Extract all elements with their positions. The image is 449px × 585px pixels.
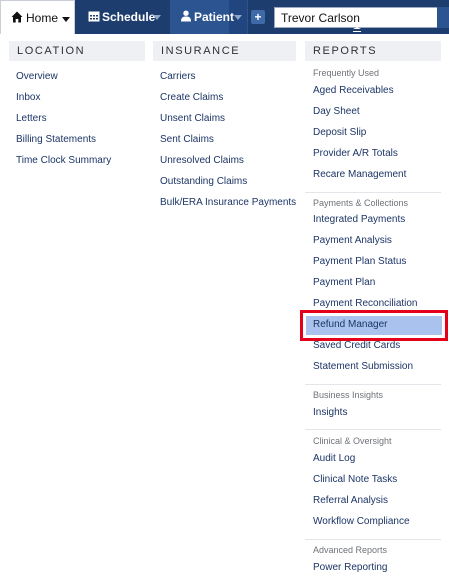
reports-group-title: Payments & Collections [313, 198, 409, 208]
report-item-provider-ar-totals[interactable]: Provider A/R Totals [313, 148, 398, 159]
insurance-item-bulk-era-insurance-payments[interactable]: Bulk/ERA Insurance Payments [160, 197, 297, 208]
report-item-statement-submission[interactable]: Statement Submission [313, 361, 414, 372]
location-item-billing-statements[interactable]: Billing Statements [16, 134, 97, 145]
insurance-column [153, 41, 296, 61]
add-patient-button[interactable]: + [251, 10, 265, 24]
report-item-aged-receivables[interactable]: Aged Receivables [313, 85, 394, 96]
location-header: LOCATION [9, 41, 145, 61]
location-item-time-clock-summary[interactable]: Time Clock Summary [16, 155, 112, 166]
patient-search-input[interactable] [281, 10, 431, 26]
group-divider [305, 384, 441, 385]
report-item-recare-management[interactable]: Recare Management [313, 169, 407, 180]
patient-label: Patient [194, 10, 235, 24]
report-item-audit-log[interactable]: Audit Log [313, 453, 356, 464]
insurance-item-outstanding-claims[interactable]: Outstanding Claims [160, 176, 248, 187]
location-column [9, 41, 145, 61]
report-item-payment-reconciliation[interactable]: Payment Reconciliation [313, 298, 418, 309]
reports-group-title: Frequently Used [313, 68, 380, 78]
location-item-inbox[interactable]: Inbox [16, 92, 41, 103]
resize-grip-icon [352, 27, 362, 33]
reports-group-title: Business Insights [313, 390, 384, 400]
schedule-dropdown-caret[interactable] [148, 0, 166, 34]
search-go-button[interactable] [437, 7, 449, 28]
reports-column [305, 41, 441, 61]
report-item-insights[interactable]: Insights [313, 407, 348, 418]
report-item-day-sheet[interactable]: Day Sheet [313, 106, 360, 117]
report-item-payment-analysis[interactable]: Payment Analysis [313, 235, 392, 246]
schedule-label: Schedule [102, 10, 156, 24]
report-item-power-reporting[interactable]: Power Reporting [313, 562, 388, 573]
home-icon [11, 11, 23, 23]
report-item-deposit-slip[interactable]: Deposit Slip [313, 127, 367, 138]
home-tab-label: Home [26, 11, 59, 25]
group-divider [305, 429, 441, 430]
report-item-clinical-note-tasks[interactable]: Clinical Note Tasks [313, 474, 398, 485]
report-item-payment-plan-status[interactable]: Payment Plan Status [313, 256, 407, 267]
top-nav-bar [0, 0, 449, 34]
chevron-down-icon[interactable] [229, 0, 247, 34]
schedule-button[interactable] [76, 0, 156, 34]
reports-group-title: Advanced Reports [313, 545, 388, 555]
patient-search-box[interactable] [274, 7, 449, 28]
location-item-overview[interactable]: Overview [16, 71, 58, 82]
insurance-item-carriers[interactable]: Carriers [160, 71, 196, 82]
calendar-icon [88, 10, 100, 22]
report-item-referral-analysis[interactable]: Referral Analysis [313, 495, 389, 506]
insurance-item-sent-claims[interactable]: Sent Claims [160, 134, 214, 145]
report-item-integrated-payments[interactable]: Integrated Payments [313, 214, 406, 225]
reports-group-title: Clinical & Oversight [313, 436, 392, 446]
reports-header: REPORTS [305, 41, 441, 61]
insurance-item-unsent-claims[interactable]: Unsent Claims [160, 113, 226, 124]
patient-button-content[interactable] [170, 0, 235, 34]
report-item-refund-manager[interactable]: Refund Manager [313, 319, 388, 330]
insurance-header: INSURANCE [153, 41, 296, 61]
insurance-item-unresolved-claims[interactable]: Unresolved Claims [160, 155, 244, 166]
home-tab[interactable] [0, 0, 75, 34]
insurance-item-create-claims[interactable]: Create Claims [160, 92, 224, 103]
annotation-highlight-box [300, 310, 448, 341]
group-divider [305, 539, 441, 540]
group-divider [305, 192, 441, 193]
report-item-payment-plan[interactable]: Payment Plan [313, 277, 376, 288]
chevron-down-icon[interactable] [62, 17, 70, 22]
report-item-workflow-compliance[interactable]: Workflow Compliance [313, 516, 410, 527]
location-item-letters[interactable]: Letters [16, 113, 47, 124]
person-icon [180, 10, 192, 22]
report-item-saved-credit-cards[interactable]: Saved Credit Cards [313, 340, 401, 351]
